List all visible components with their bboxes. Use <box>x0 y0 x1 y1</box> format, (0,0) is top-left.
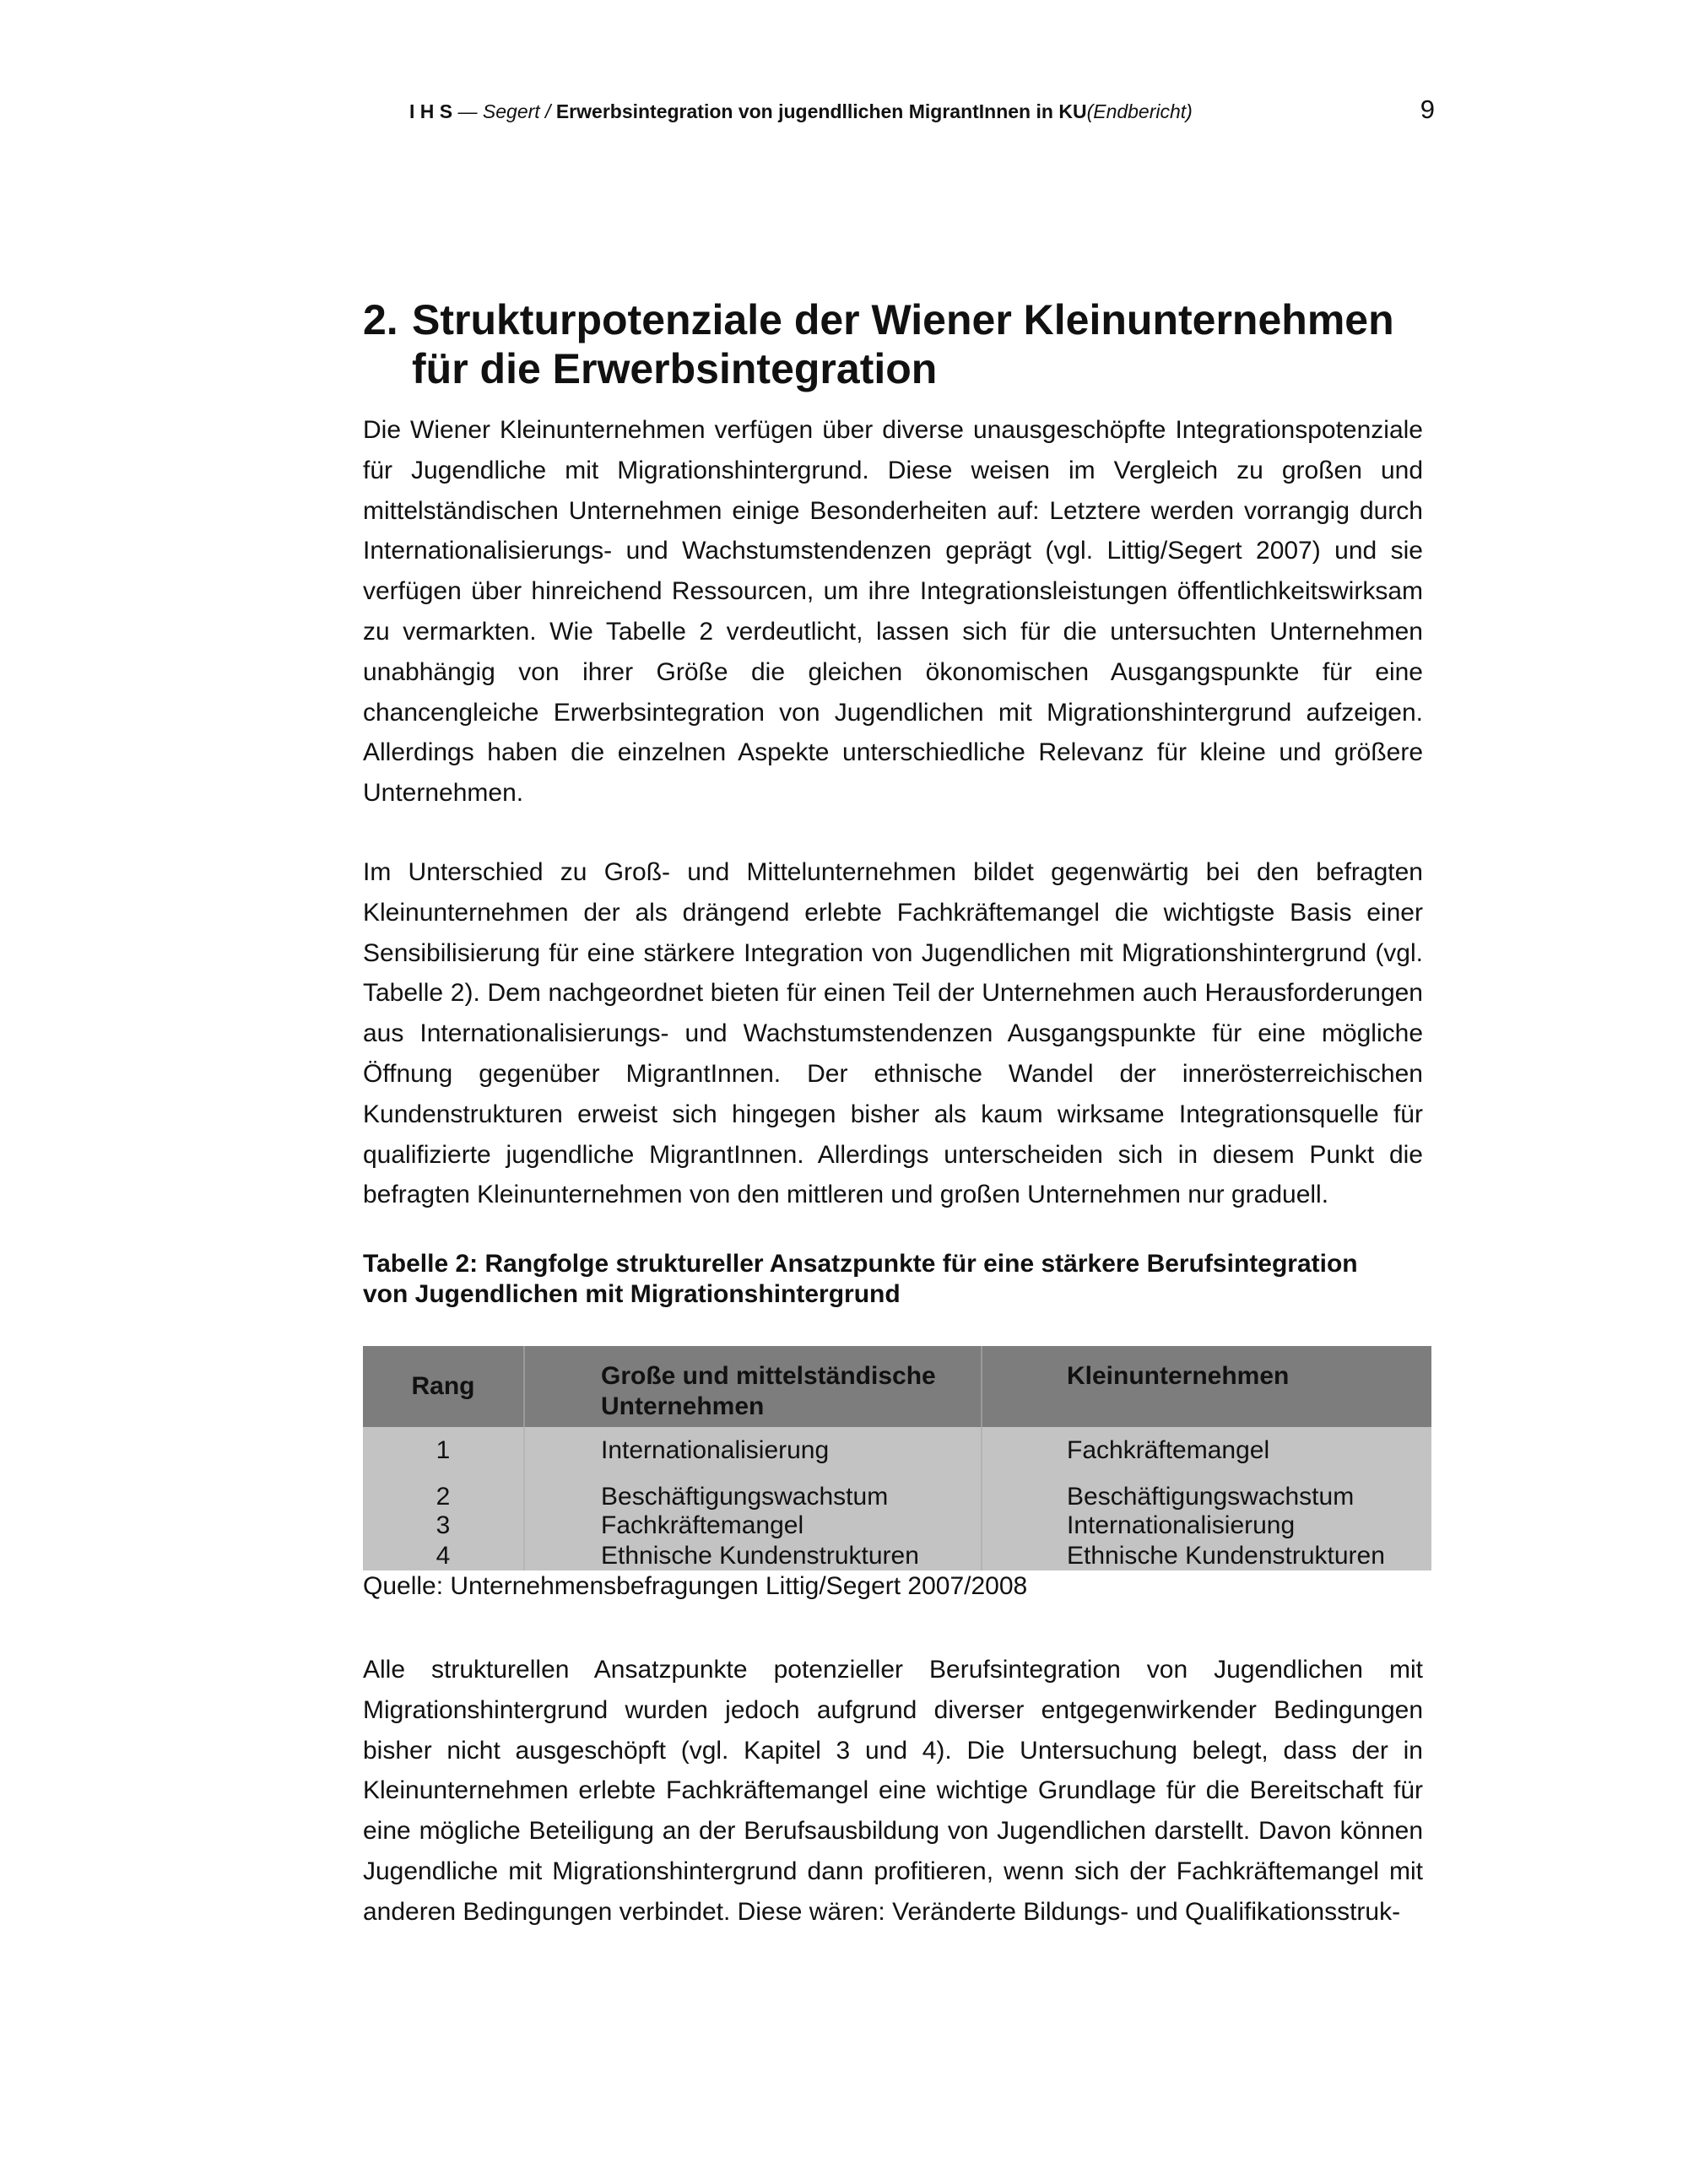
cell-gross: Beschäftigungswachstum <box>524 1474 982 1511</box>
cell-klein: Ethnische Kundenstrukturen <box>982 1540 1431 1570</box>
header-institute: I H S <box>409 100 453 122</box>
cell-klein: Internationalisierung <box>982 1511 1431 1540</box>
cell-rang: 3 <box>363 1511 524 1540</box>
cell-klein: Beschäftigungswachstum <box>982 1474 1431 1511</box>
header-rang: Rang <box>363 1346 524 1427</box>
chapter-title-line2: für die Erwerbsintegration <box>412 344 938 392</box>
table-row <box>363 1427 1431 1474</box>
cell-klein: Fachkräftemangel <box>982 1427 1431 1474</box>
table-row <box>363 1511 1431 1540</box>
chapter-title <box>363 295 1460 393</box>
table-caption-line2: von Jugendlichen mit Migrationshintergrund <box>363 1280 901 1308</box>
page-number: 9 <box>1420 95 1435 124</box>
paragraph-2: Im Unterschied zu Groß- und Mittelunternehmen bildet gegenwärtig bei den befragten Kleinunternehmen der als drängend erlebte Fachkräftemangel die wichtigste Basis einer Sensibilisierung für eine stärkere Integration von Jugendlichen mit Migrationshintergrund (vgl. Tabelle 2). Dem nachgeordnet bieten für einen Teil der Unternehmen auch Herausforderungen aus Internationalisierungs- und Wachstumstendenzen Ausgangspunkte für eine mögliche Öffnung gegenüber MigrantInnen. Der ethnische Wandel der innerösterreichischen Kundenstrukturen erweist sich hingegen bisher als kaum wirksame Integrationsquelle für qualifizierte jugendliche MigrantInnen. Allerdings unterscheiden sich in diesem Punkt die befragten Kleinunternehmen von den mittleren und großen Unternehmen nur graduell. <box>363 858 1423 1209</box>
table-source: Quelle: Unternehmensbefragungen Littig/Segert 2007/2008 <box>363 1572 1028 1600</box>
table-row <box>363 1540 1431 1570</box>
header-gross-line1: Große und mittelständische <box>601 1362 936 1390</box>
paragraph-1: Die Wiener Kleinunternehmen verfügen über diverse unausgeschöpfte Integrationspotenziale für Jugendliche mit Migrationshintergrund. Diese weisen im Vergleich zu großen und mittelständischen Unternehmen einige Besonderheiten auf: Letztere werden vorrangig durch Internationalisierungs- und Wachstumstendenzen geprägt (vgl. Littig/Segert 2007) und sie verfügen über hinreichend Ressourcen, um ihre Integrationsleistungen öffentlichkeitswirksam zu vermarkten. Wie Tabelle 2 verdeutlicht, lassen sich für die untersuchten Unternehmen unabhängig von ihrer Größe die gleichen ökonomischen Ausgangspunkte für eine chancengleiche Erwerbsintegration von Jugendlichen mit Migrationshintergrund aufzeigen. Allerdings haben die einzelnen Aspekte unterschiedliche Relevanz für kleine und größere Unternehmen. <box>363 416 1423 808</box>
header-subtitle: (Endbericht) <box>1086 100 1193 122</box>
table-header-row <box>363 1346 1431 1427</box>
header-gross-unternehmen <box>524 1346 982 1427</box>
table-caption <box>363 1249 1443 1310</box>
cell-rang: 1 <box>363 1427 524 1474</box>
cell-gross: Ethnische Kundenstrukturen <box>524 1540 982 1570</box>
chapter-title-line1: Strukturpotenziale der Wiener Kleinunternehmen <box>412 295 1394 343</box>
cell-gross: Fachkräftemangel <box>524 1511 982 1540</box>
paragraph-3: Alle strukturellen Ansatzpunkte potenzieller Berufsintegration von Jugendlichen mit Migrationshintergrund wurden jedoch aufgrund diverser entgegenwirkender Bedingungen bisher nicht ausgeschöpft (vgl. Kapitel 3 und 4). Die Untersuchung belegt, dass der in Kleinunternehmen erlebte Fachkräftemangel eine wichtige Grundlage für die Bereitschaft für eine mögliche Beteiligung an der Berufsausbildung von Jugendlichen darstellt. Davon können Jugendliche mit Migrationshintergrund dann profitieren, wenn sich der Fachkräftemangel mit anderen Bedingungen verbindet. Diese wären: Veränderte Bildungs- und Qualifikationsstruk- <box>363 1656 1423 1926</box>
header-gross-line2: Unternehmen <box>601 1392 765 1420</box>
header-kleinunternehmen: Kleinunternehmen <box>982 1346 1431 1427</box>
header-author: Segert / <box>482 100 551 122</box>
running-header <box>409 95 1422 128</box>
cell-rang: 2 <box>363 1474 524 1511</box>
table-row <box>363 1474 1431 1511</box>
table-caption-line1: Tabelle 2: Rangfolge struktureller Ansatzpunkte für eine stärkere Berufsintegration <box>363 1250 1358 1278</box>
header-separator: — <box>452 100 483 122</box>
cell-rang: 4 <box>363 1540 524 1570</box>
cell-gross: Internationalisierung <box>524 1427 982 1474</box>
header-title: Erwerbsintegration von jugendllichen MigrantInnen in KU <box>550 100 1087 122</box>
ranking-table <box>363 1346 1431 1570</box>
chapter-number: 2. <box>363 295 398 343</box>
